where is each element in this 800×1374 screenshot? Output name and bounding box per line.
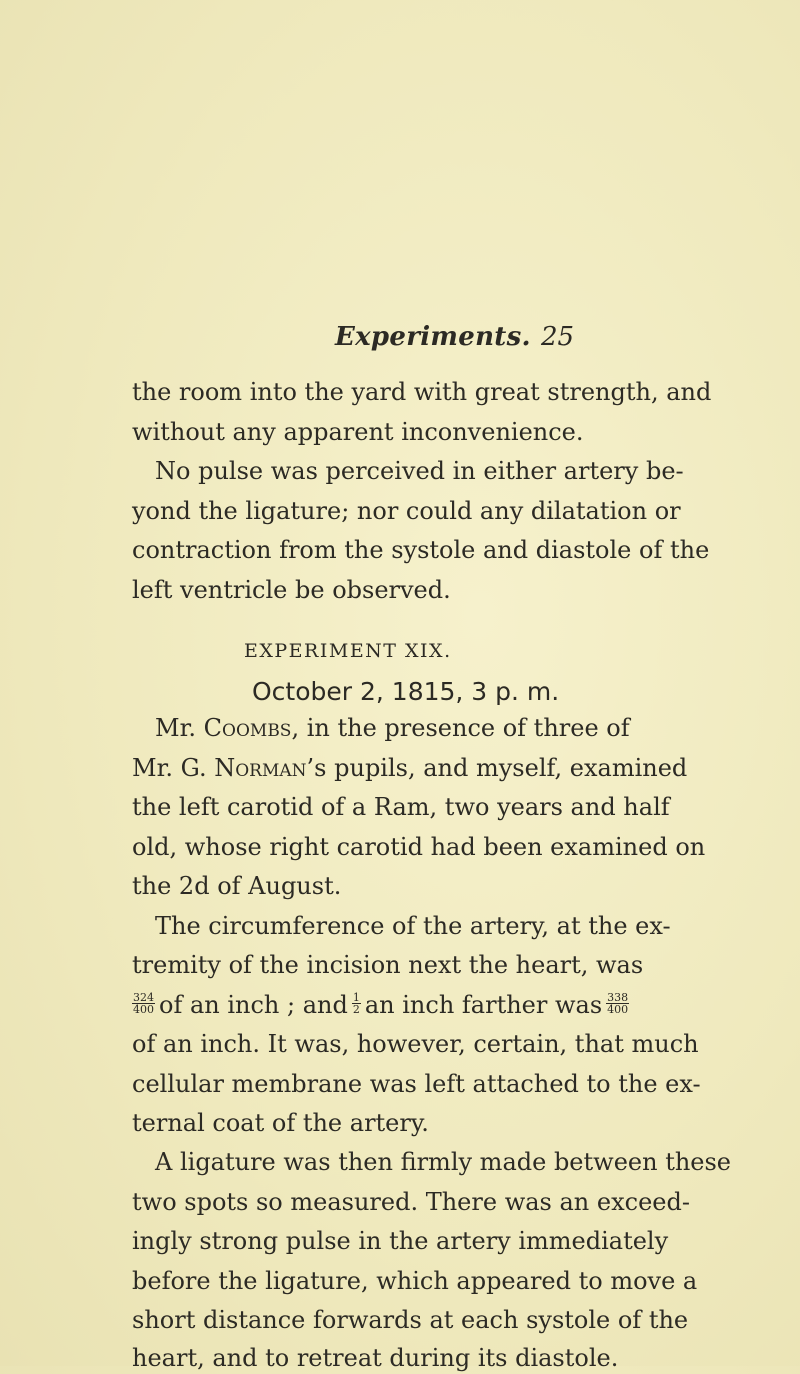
- text-line: left ventricle be observed.: [132, 576, 451, 604]
- text-segment: ’s pupils, and myself, examined: [306, 754, 688, 782]
- text-line: [155, 712, 630, 744]
- text-line: heart, and to retreat during its diastole.: [132, 1344, 619, 1372]
- text-line: the 2d of August.: [132, 872, 342, 900]
- fraction: [606, 992, 629, 1015]
- text-line: ingly strong pulse in the artery immediately: [132, 1227, 669, 1255]
- text-line: ternal coat of the artery.: [132, 1109, 429, 1137]
- text-line: before the ligature, which appeared to move a: [132, 1267, 698, 1295]
- fraction-denominator: 400: [133, 1003, 154, 1016]
- text-line: cellular membrane was left attached to the ex-: [132, 1070, 701, 1098]
- text-line: the left carotid of a Ram, two years and half: [132, 793, 670, 821]
- text-line: short distance forwards at each systole of the: [132, 1306, 689, 1334]
- fraction-denominator: 400: [607, 1003, 629, 1016]
- text-line: two spots so measured. There was an exceed-: [132, 1188, 690, 1216]
- text-line: yond the ligature; nor could any dilatation or: [132, 497, 681, 525]
- page-header: [0, 322, 800, 358]
- text-line: No pulse was perceived in either artery be-: [155, 457, 684, 485]
- text-line: contraction from the systole and diastole of the: [132, 536, 710, 564]
- person-name: Norman: [214, 754, 307, 782]
- text-segment: Mr. G.: [132, 754, 215, 782]
- text-line: tremity of the incision next the heart, was: [132, 951, 644, 979]
- experiment-heading: EXPERIMENT XIX.: [244, 640, 452, 662]
- experiment-date: October 2, 1815, 3 p. m.: [252, 677, 560, 706]
- text-line: without any apparent inconvenience.: [132, 418, 584, 446]
- fraction-denominator: 2: [352, 1003, 360, 1016]
- text-line: The circumference of the artery, at the ex-: [155, 912, 671, 940]
- fraction-numerator: 1: [352, 991, 360, 1004]
- text-segment: an inch farther was: [364, 991, 603, 1019]
- text-line: the room into the yard with great strength, and: [132, 378, 712, 406]
- fraction: [352, 992, 361, 1015]
- text-segment: Mr.: [155, 714, 204, 742]
- fraction-numerator: 338: [607, 991, 629, 1004]
- text-segment: , in the presence of three of: [291, 714, 630, 742]
- text-line: A ligature was then firmly made between these: [155, 1148, 732, 1176]
- text-line: [128, 989, 633, 1021]
- running-title: Experiments.: [335, 322, 531, 352]
- text-line: of an inch. It was, however, certain, that much: [132, 1030, 699, 1058]
- fraction: [132, 992, 155, 1015]
- text-line: [132, 752, 687, 784]
- fraction-numerator: 324: [133, 991, 154, 1004]
- person-name: Coombs: [203, 714, 292, 742]
- text-line: old, whose right carotid had been examined on: [132, 833, 706, 861]
- text-segment: of an inch ; and: [159, 991, 348, 1019]
- page-number: 25: [541, 322, 575, 352]
